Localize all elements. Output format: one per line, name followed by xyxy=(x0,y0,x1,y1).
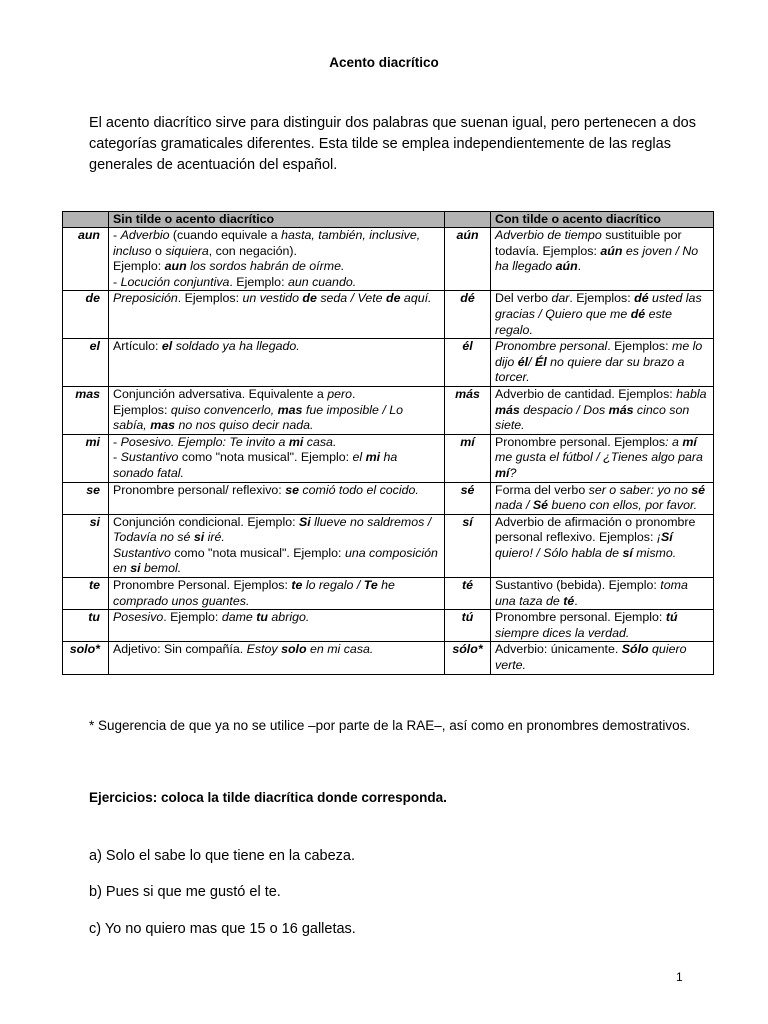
table-row xyxy=(63,339,714,387)
text-run: siempre dices la verdad. xyxy=(495,625,630,640)
word-with-tilde: té xyxy=(445,578,491,610)
text-run: mas xyxy=(277,402,303,417)
cell-line xyxy=(495,291,709,338)
description-without-tilde xyxy=(109,482,445,514)
cell-line xyxy=(495,435,709,482)
word-without-tilde: el xyxy=(63,339,109,387)
cell-line xyxy=(495,578,709,609)
word-without-tilde: te xyxy=(63,578,109,610)
text-run: Pronombre personal/ reflexivo: xyxy=(113,482,286,497)
text-run: usted las gracias / Quiero que me xyxy=(495,291,702,321)
text-run: . Ejemplos: xyxy=(607,339,673,354)
text-run: Sólo xyxy=(621,642,649,657)
description-with-tilde xyxy=(491,291,714,339)
cell-line xyxy=(495,339,709,386)
cell-line xyxy=(495,610,709,641)
table-row xyxy=(63,578,714,610)
text-run: Pronombre personal. Ejemplos xyxy=(495,434,666,449)
word-with-tilde: sé xyxy=(445,482,491,514)
text-run: Conjunción condicional. Ejemplo: xyxy=(113,514,299,529)
text-run: Sustantivo xyxy=(120,450,179,465)
cell-line xyxy=(495,387,709,434)
cell-line xyxy=(113,403,440,434)
cell-line xyxy=(495,483,709,514)
text-run: Artículo: xyxy=(113,339,162,354)
text-run: solo xyxy=(281,642,307,657)
text-run: me gusta el fútbol / ¿Tienes algo para xyxy=(495,450,703,465)
text-run: ha sonado fatal. xyxy=(113,450,398,480)
table-row xyxy=(63,514,714,577)
text-run: él xyxy=(517,354,529,369)
text-run: (cuando equivale a xyxy=(169,228,282,242)
text-run: como "nota musical". Ejemplo: xyxy=(178,450,353,465)
table-row xyxy=(63,482,714,514)
text-run: mas xyxy=(150,418,176,433)
text-run: aun cuando. xyxy=(287,274,357,289)
text-run: si xyxy=(193,530,205,545)
text-run: sé xyxy=(691,482,706,497)
text-run: Pronombre personal. Ejemplo: xyxy=(495,610,666,625)
text-run: o xyxy=(151,243,166,258)
description-without-tilde xyxy=(109,339,445,387)
text-run: sustituible por todavía. Ejemplos: xyxy=(495,228,682,258)
text-run: comió todo el cocido. xyxy=(298,482,419,497)
text-run: ? xyxy=(509,465,517,480)
description-with-tilde xyxy=(491,482,714,514)
text-run: Te xyxy=(363,578,378,593)
text-run: aún xyxy=(555,259,578,274)
text-run: - xyxy=(113,450,121,465)
text-run: se xyxy=(285,482,299,497)
cell-line xyxy=(495,228,709,275)
text-run: Adjetivo: Sin compañía. xyxy=(113,642,247,657)
text-run: bueno con ellos, por favor. xyxy=(548,498,698,513)
diacritic-table xyxy=(62,211,714,675)
text-run: fue imposible / Lo sabía, xyxy=(113,402,403,433)
text-run: Preposición xyxy=(113,291,178,306)
text-run: Ejemplos: xyxy=(113,402,171,417)
text-run: dé xyxy=(634,291,649,306)
text-run: Conjunción adversativa. Equivalente a xyxy=(113,386,328,401)
description-without-tilde xyxy=(109,291,445,339)
text-run: una composición en xyxy=(113,545,438,576)
cell-line xyxy=(113,515,440,546)
text-run: te xyxy=(291,578,303,593)
word-without-tilde: mas xyxy=(63,386,109,434)
cell-line xyxy=(113,450,440,481)
text-run: habla xyxy=(676,386,707,401)
footnote-note: * Sugerencia de que ya no se utilice –por parte de la RAE–, así como en pronombres demostrativos. xyxy=(89,718,691,733)
text-run: Pronombre Personal. Ejemplos: xyxy=(113,578,292,593)
text-run: . xyxy=(352,386,356,401)
cell-line xyxy=(113,578,440,609)
table-body xyxy=(63,228,714,675)
text-run: he comprado unos guantes. xyxy=(113,578,395,608)
word-without-tilde: solo* xyxy=(63,642,109,674)
header-word-col xyxy=(63,212,109,228)
table-row xyxy=(63,386,714,434)
text-run: no quiere dar su brazo a torcer. xyxy=(495,354,685,385)
text-run: quiero! / Sólo habla de xyxy=(495,545,623,560)
text-run: aun xyxy=(164,259,187,274)
text-run: este regalo. xyxy=(495,306,673,337)
text-run: soldado ya ha llegado. xyxy=(172,339,300,354)
header-word2-col xyxy=(445,212,491,228)
exercise-c: c) Yo no quiero mas que 15 o 16 galletas. xyxy=(89,921,356,937)
text-run: té xyxy=(563,593,575,608)
description-with-tilde xyxy=(491,339,714,387)
description-without-tilde xyxy=(109,386,445,434)
text-run: mí xyxy=(682,434,697,449)
text-run: hasta, también, inclusive, incluso xyxy=(113,228,421,258)
text-run: quiso convencerlo, xyxy=(170,402,278,417)
cell-line xyxy=(113,642,440,658)
description-with-tilde xyxy=(491,578,714,610)
cell-line xyxy=(113,610,440,626)
table-row xyxy=(63,228,714,291)
text-run: aquí. xyxy=(400,291,432,306)
text-run: dé xyxy=(630,306,646,321)
text-run: Adverbio de tiempo xyxy=(495,228,602,242)
word-without-tilde: tu xyxy=(63,610,109,642)
text-run: Adverbio de cantidad. Ejemplos: xyxy=(495,386,677,401)
text-run: me lo dijo xyxy=(495,339,703,369)
text-run: - xyxy=(113,274,121,289)
text-run: . Ejemplos: xyxy=(569,291,635,306)
exercise-b: b) Pues si que me gustó el te. xyxy=(89,884,281,900)
text-run: Si xyxy=(298,514,311,529)
text-run: llueve no saldremos / Todavía no sé xyxy=(113,514,432,545)
text-run: un vestido xyxy=(242,291,303,306)
cell-line xyxy=(113,228,440,259)
text-run: Posesivo xyxy=(113,610,164,625)
text-run: . Ejemplo: xyxy=(229,274,288,289)
text-run: Él xyxy=(534,354,547,369)
text-run: , con negación). xyxy=(208,243,297,258)
exercise-a: a) Solo el sabe lo que tiene en la cabeza. xyxy=(89,848,356,864)
text-run: en mi casa. xyxy=(306,642,374,657)
text-run: . xyxy=(577,259,582,274)
word-with-tilde: aún xyxy=(445,228,491,291)
text-run: mi xyxy=(365,450,381,465)
text-run: dar xyxy=(551,291,570,306)
description-without-tilde xyxy=(109,434,445,482)
text-run: mismo. xyxy=(632,545,677,560)
text-run: no nos quiso decir nada. xyxy=(175,418,314,433)
text-run: / xyxy=(528,354,535,369)
text-run: seda / Vete xyxy=(316,291,387,306)
description-without-tilde xyxy=(109,514,445,577)
text-run: - xyxy=(113,434,121,449)
description-with-tilde xyxy=(491,434,714,482)
text-run: el xyxy=(161,339,173,354)
text-run: : a xyxy=(665,434,683,449)
description-with-tilde xyxy=(491,610,714,642)
text-run: mi xyxy=(288,434,304,449)
text-run: tu xyxy=(256,610,268,625)
table-row xyxy=(63,434,714,482)
cell-line xyxy=(113,483,440,499)
text-run: bemol. xyxy=(140,561,182,576)
text-run: Sí xyxy=(660,530,673,545)
description-with-tilde xyxy=(491,386,714,434)
cell-line xyxy=(495,515,709,562)
text-run: Ejemplo: xyxy=(113,259,165,274)
text-run: más xyxy=(495,402,520,417)
text-run: . Ejemplo: xyxy=(163,610,222,625)
table-row xyxy=(63,610,714,642)
intro-paragraph: El acento diacrítico sirve para distinguir dos palabras que suenan igual, pero pertenecen a dos categorías gramaticales diferentes. Esta tilde se emplea independientemente de las reglas generales de acentuación del español. xyxy=(89,115,696,173)
text-run: Posesivo. Ejemplo: Te invito a xyxy=(120,434,289,449)
cell-line xyxy=(113,339,440,355)
header-sin-tilde: Sin tilde o acento diacrítico xyxy=(109,212,445,228)
description-without-tilde xyxy=(109,610,445,642)
text-run: Pronombre personal xyxy=(495,339,608,354)
text-run: si xyxy=(130,561,141,576)
text-run: abrigo. xyxy=(267,610,310,625)
description-with-tilde xyxy=(491,228,714,291)
word-without-tilde: aun xyxy=(63,228,109,291)
text-run: despacio / Dos xyxy=(519,402,609,417)
cell-line xyxy=(113,387,440,403)
text-run: siquiera xyxy=(165,243,209,258)
table-header-row xyxy=(63,212,714,228)
text-run: . xyxy=(574,593,578,608)
text-run: Adverbio: únicamente. xyxy=(495,642,622,657)
text-run: Sustantivo (bebida). Ejemplo: xyxy=(495,578,661,593)
description-with-tilde xyxy=(491,514,714,577)
text-run: más xyxy=(608,402,634,417)
word-with-tilde: tú xyxy=(445,610,491,642)
text-run: - xyxy=(113,228,121,242)
word-without-tilde: si xyxy=(63,514,109,577)
document-title: Acento diacrítico xyxy=(329,55,439,70)
cell-line xyxy=(495,642,709,673)
text-run: sí xyxy=(622,545,633,560)
word-with-tilde: sólo* xyxy=(445,642,491,674)
text-run: Sé xyxy=(532,498,549,513)
word-with-tilde: dé xyxy=(445,291,491,339)
text-run: casa. xyxy=(303,434,337,449)
text-run: el xyxy=(352,450,366,465)
cell-line xyxy=(113,291,440,307)
table-row xyxy=(63,642,714,674)
text-run: de xyxy=(302,291,317,306)
word-with-tilde: él xyxy=(445,339,491,387)
text-run: Adverbio de afirmación o pronombre personal reflexivo. Ejemplos: xyxy=(495,514,696,545)
text-run: . Ejemplos: xyxy=(177,291,243,306)
cell-line xyxy=(113,275,440,291)
description-without-tilde xyxy=(109,228,445,291)
word-without-tilde: mi xyxy=(63,434,109,482)
text-run: nada / xyxy=(495,498,533,513)
text-run: Sustantivo xyxy=(113,545,171,560)
text-run: tú xyxy=(665,610,678,625)
word-with-tilde: sí xyxy=(445,514,491,577)
cell-line xyxy=(113,435,440,451)
text-run: aún xyxy=(600,243,623,258)
text-run: toma una taza de xyxy=(495,578,688,608)
cell-line xyxy=(113,546,440,577)
word-without-tilde: se xyxy=(63,482,109,514)
text-run: los sordos habrán de oírme. xyxy=(186,259,345,274)
header-con-tilde: Con tilde o acento diacrítico xyxy=(491,212,714,228)
description-with-tilde xyxy=(491,642,714,674)
text-run: cinco son siete. xyxy=(495,402,690,433)
word-without-tilde: de xyxy=(63,291,109,339)
text-run: de xyxy=(386,291,401,306)
description-without-tilde xyxy=(109,578,445,610)
exercises-heading: Ejercicios: coloca la tilde diacrítica donde corresponda. xyxy=(89,790,447,805)
page-number: 1 xyxy=(676,970,683,984)
text-run: pero xyxy=(327,386,353,401)
description-without-tilde xyxy=(109,642,445,674)
text-run: iré. xyxy=(204,530,225,545)
text-run: Del verbo xyxy=(495,291,552,306)
text-run: Estoy xyxy=(246,642,282,657)
text-run: como "nota musical". Ejemplo: xyxy=(170,545,345,560)
text-run: quiero verte. xyxy=(495,642,687,673)
text-run: dame xyxy=(221,610,257,625)
text-run: mí xyxy=(495,465,510,480)
text-run: es joven / No ha llegado xyxy=(495,243,699,274)
word-with-tilde: más xyxy=(445,386,491,434)
text-run: lo regalo / xyxy=(302,578,364,593)
text-run: ser o saber: yo no xyxy=(588,482,692,497)
table-row xyxy=(63,291,714,339)
text-run: Adverbio xyxy=(120,228,170,242)
cell-line xyxy=(113,259,440,275)
text-run: Forma del verbo xyxy=(495,482,589,497)
word-with-tilde: mí xyxy=(445,434,491,482)
text-run: ¡ xyxy=(656,530,661,545)
text-run: Locución conjuntiva xyxy=(120,274,230,289)
